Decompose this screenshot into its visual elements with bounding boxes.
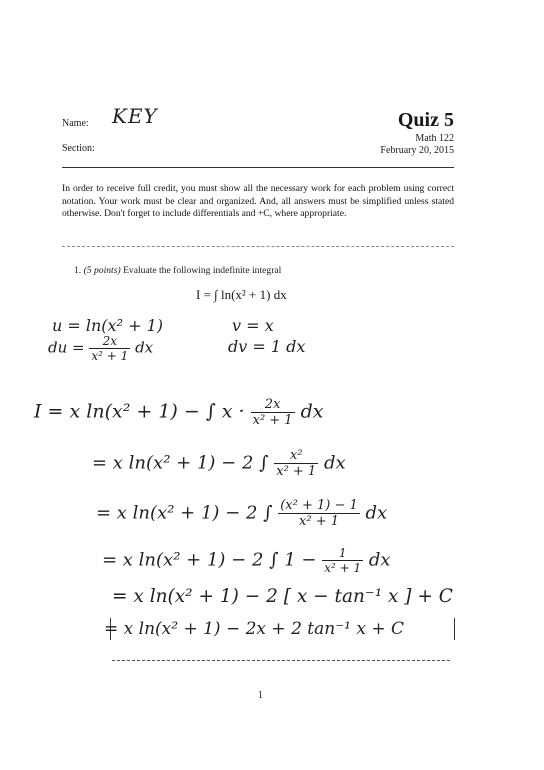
step-4 (102, 546, 391, 575)
problem-prompt: Evaluate the following indefinite integral (123, 265, 282, 276)
step-2-fraction (274, 448, 318, 479)
step-5: = x ln(x² + 1) − 2 [ x − tan⁻¹ x ] + C (112, 586, 453, 607)
step-1-lhs: I = x ln(x² + 1) − ∫ x · (34, 400, 245, 423)
problem-integral: I = ∫ ln(x² + 1) dx (196, 287, 287, 302)
problem-statement (74, 265, 281, 276)
header-rule (62, 167, 454, 168)
step-1-fraction (251, 397, 295, 428)
quiz-title: Quiz 5 (397, 109, 454, 131)
u-substitution: u = ln(x² + 1) (52, 316, 163, 335)
section-label: Section: (62, 143, 95, 154)
step-2-rhs: dx (323, 452, 346, 474)
step-4-denominator: x² + 1 (324, 561, 362, 575)
step-1-rhs: dx (300, 400, 324, 423)
step-3-numerator: (x² + 1) − 1 (280, 498, 358, 513)
step-4-rhs: dx (368, 549, 391, 571)
du-lhs: du = (48, 338, 85, 357)
dv-line: dv = 1 dx (228, 337, 306, 356)
step-1 (34, 397, 324, 428)
step-3-denominator: x² + 1 (299, 514, 339, 529)
step-2 (92, 448, 346, 479)
du-fraction (89, 334, 130, 363)
v-substitution: v = x (232, 316, 274, 335)
quiz-date: February 20, 2015 (380, 145, 454, 156)
step-3-rhs: dx (365, 502, 388, 524)
step-2-numerator: x² (274, 448, 318, 464)
instructions-text: In order to receive full credit, you must show all the necessary work for each problem using correct notation. Your work must be clear and organized. And, all answers must be simplified unless stated otherwise. Don't forget to include differentials and +C, where appropriate. (62, 183, 454, 220)
step-3-fraction (278, 498, 360, 529)
du-denominator: x² + 1 (91, 349, 129, 363)
answer-underline (112, 660, 450, 661)
step-3-lhs: = x ln(x² + 1) − 2 ∫ (96, 502, 273, 524)
final-answer: = x ln(x² + 1) − 2x + 2 tan⁻¹ x + C (104, 619, 405, 639)
name-label: Name: (62, 118, 89, 129)
step-1-denominator: x² + 1 (252, 413, 293, 428)
step-2-lhs: = x ln(x² + 1) − 2 ∫ (92, 452, 269, 474)
step-2-denominator: x² + 1 (276, 464, 317, 479)
step-1-numerator: 2x (251, 397, 295, 413)
step-3 (96, 498, 387, 529)
page-number: 1 (258, 690, 263, 701)
step-4-fraction (322, 546, 363, 575)
du-rhs: dx (135, 338, 154, 357)
instructions-rule (62, 246, 454, 247)
step-4-numerator: 1 (322, 546, 363, 561)
du-line (48, 334, 153, 363)
problem-points: (5 points) (83, 265, 121, 276)
problem-number: 1. (74, 265, 82, 276)
step-4-lhs: = x ln(x² + 1) − 2 ∫ 1 − (102, 549, 317, 571)
course-label: Math 122 (415, 133, 454, 144)
du-numerator: 2x (89, 334, 130, 349)
name-value: KEY (112, 104, 158, 128)
